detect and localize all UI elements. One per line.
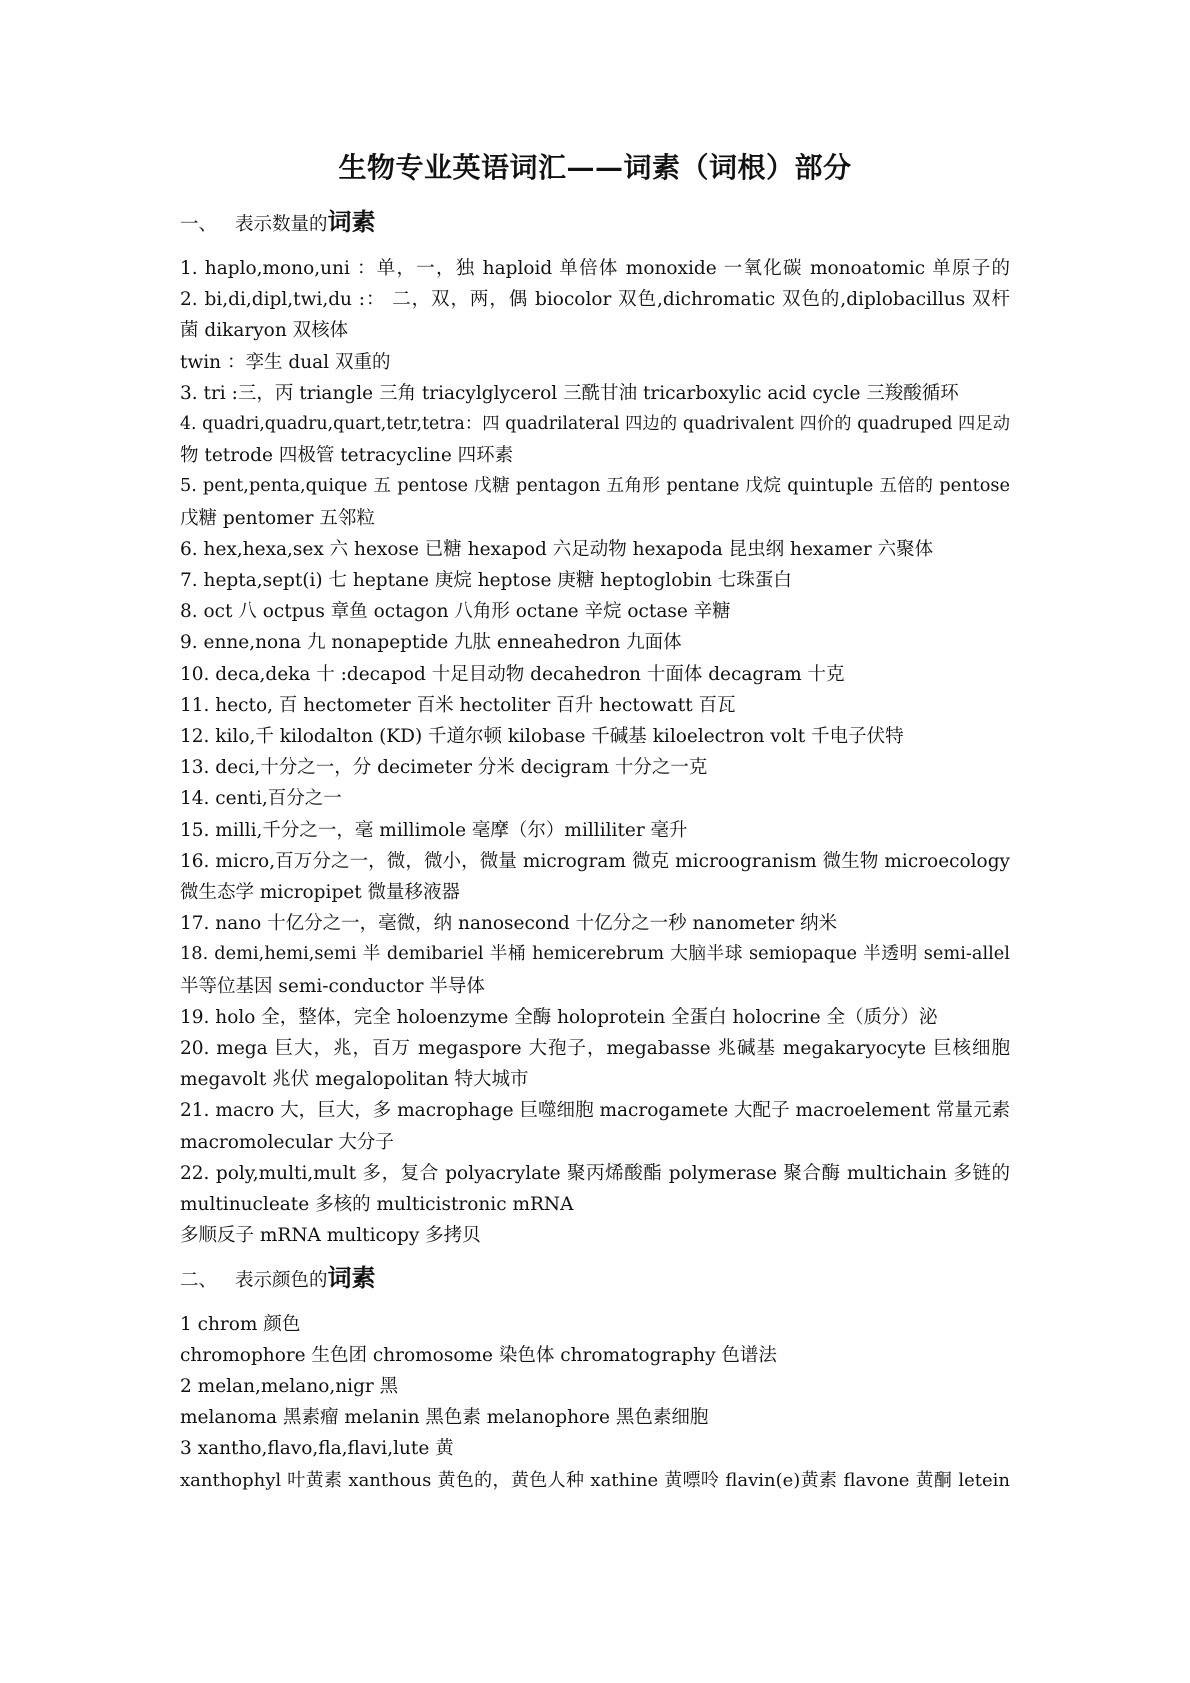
- section-heading-bold: 词素: [327, 207, 376, 236]
- section-number: 二、: [180, 1269, 218, 1291]
- text-line: 14. centi,百分之一: [180, 788, 342, 810]
- text-line: 15. milli,千分之一，毫 millimole 毫摩（尔）milliliter 毫升: [180, 819, 688, 841]
- section-number: 一、: [180, 214, 218, 235]
- section-heading-2: [180, 1262, 1010, 1297]
- text-line: 菌 dikaryon 双核体: [180, 320, 349, 342]
- section-body-1: [180, 253, 1010, 1252]
- text-line: 13. deci,十分之一，分 decimeter 分米 decigram 十分之一克: [180, 757, 708, 779]
- text-line: megavolt 兆伏 megalopolitan 特大城市: [180, 1069, 529, 1091]
- text-line: 多顺反子 mRNA multicopy 多拷贝: [180, 1225, 481, 1247]
- text-line: 3 xantho,flavo,fla,flavi,lute 黄: [180, 1438, 454, 1460]
- text-line: 21. macro 大，巨大，多 macrophage 巨噬细胞 macrogamete 大配子 macroelement 常量元素: [180, 1100, 1010, 1122]
- text-line: 17. nano 十亿分之一，毫微，纳 nanosecond 十亿分之一秒 nanometer 纳米: [180, 913, 838, 935]
- section-heading-bold: 词素: [327, 1262, 376, 1292]
- text-line: 18. demi,hemi,semi 半 demibariel 半桶 hemicerebrum 大脑半球 semiopaque 半透明 semi-allel: [180, 944, 1010, 965]
- text-line: twin ：孪生 dual 双重的: [180, 351, 391, 373]
- text-line: 5. pent,penta,quique 五 pentose 戊糖 pentagon 五角形 pentane 戊烷 quintuple 五倍的 pentose: [180, 476, 1010, 497]
- section-heading-1: [180, 206, 1010, 241]
- text-line: 19. holo 全，整体，完全 holoenzyme 全酶 holoprotein 全蛋白 holocrine 全（质分）泌: [180, 1006, 938, 1028]
- text-line: 12. kilo,千 kilodalton (KD) 千道尔顿 kilobase 千碱基 kiloelectron volt 千电子伏特: [180, 726, 904, 748]
- section-heading-text: 表示数量的: [235, 214, 328, 235]
- text-line: 半等位基因 semi-conductor 半导体: [180, 975, 485, 997]
- section-body-2: [180, 1309, 1010, 1496]
- section-heading-text: 表示颜色的: [235, 1269, 328, 1291]
- text-line: 1. haplo,mono,uni ：单，一，独 haploid 单倍体 monoxide 一氧化碳 monoatomic 单原子的: [180, 258, 1010, 279]
- text-line: melanoma 黑素瘤 melanin 黑色素 melanophore 黑色素细胞: [180, 1407, 709, 1429]
- text-line: 戊糖 pentomer 五邻粒: [180, 507, 375, 529]
- text-line: 3. tri :三，丙 triangle 三角 triacylglycerol 三酰甘油 tricarboxylic acid cycle 三羧酸循环: [180, 382, 959, 404]
- text-line: chromophore 生色团 chromosome 染色体 chromatography 色谱法: [180, 1344, 777, 1366]
- text-line: 1 chrom 颜色: [180, 1313, 301, 1335]
- text-line: 11. hecto, 百 hectometer 百米 hectoliter 百升 hectowatt 百瓦: [180, 694, 736, 716]
- text-line: 6. hex,hexa,sex 六 hexose 已糖 hexapod 六足动物 hexapoda 昆虫纲 hexamer 六聚体: [180, 538, 934, 560]
- text-line: 7. hepta,sept(i) 七 heptane 庚烷 heptose 庚糖 heptoglobin 七珠蛋白: [180, 570, 792, 592]
- text-line: multinucleate 多核的 multicistronic mRNA: [180, 1194, 574, 1216]
- text-line: 微生态学 micropipet 微量移液器: [180, 882, 461, 904]
- text-line: 物 tetrode 四极管 tetracycline 四环素: [180, 445, 514, 467]
- text-line: 22. poly,multi,mult 多，复合 polyacrylate 聚丙烯酸酯 polymerase 聚合酶 multichain 多链的: [180, 1162, 1010, 1184]
- text-line: 9. enne,nona 九 nonapeptide 九肽 enneahedron 九面体: [180, 632, 682, 654]
- text-line: 8. oct 八 octpus 章鱼 octagon 八角形 octane 辛烷 octase 辛糖: [180, 601, 731, 623]
- text-line: 2. bi,di,dipl,twi,du :： 二，双，两，偶 biocolor 双色,dichromatic 双色的,diplobacillus 双杆: [180, 289, 1010, 311]
- page-title: 生物专业英语词汇——词素（词根）部分: [338, 151, 852, 184]
- text-line: xanthophyl 叶黄素 xanthous 黄色的，黄色人种 xathine 黄嘌呤 flavin(e)黄素 flavone 黄酮 letein: [180, 1469, 1010, 1491]
- text-line: 4. quadri,quadru,quart,tetr,tetra：四 quadrilateral 四边的 quadrivalent 四价的 quadruped 四足动: [180, 414, 1010, 435]
- text-line: 16. micro,百万分之一，微，微小，微量 microgram 微克 microogranism 微生物 microecology: [180, 850, 1010, 872]
- text-line: 2 melan,melano,nigr 黑: [180, 1375, 399, 1397]
- text-line: macromolecular 大分子: [180, 1131, 394, 1153]
- text-line: 10. deca,deka 十 :decapod 十足目动物 decahedron 十面体 decagram 十克: [180, 663, 845, 685]
- text-line: 20. mega 巨大，兆，百万 megaspore 大孢子，megabasse 兆碱基 megakaryocyte 巨核细胞: [180, 1038, 1010, 1060]
